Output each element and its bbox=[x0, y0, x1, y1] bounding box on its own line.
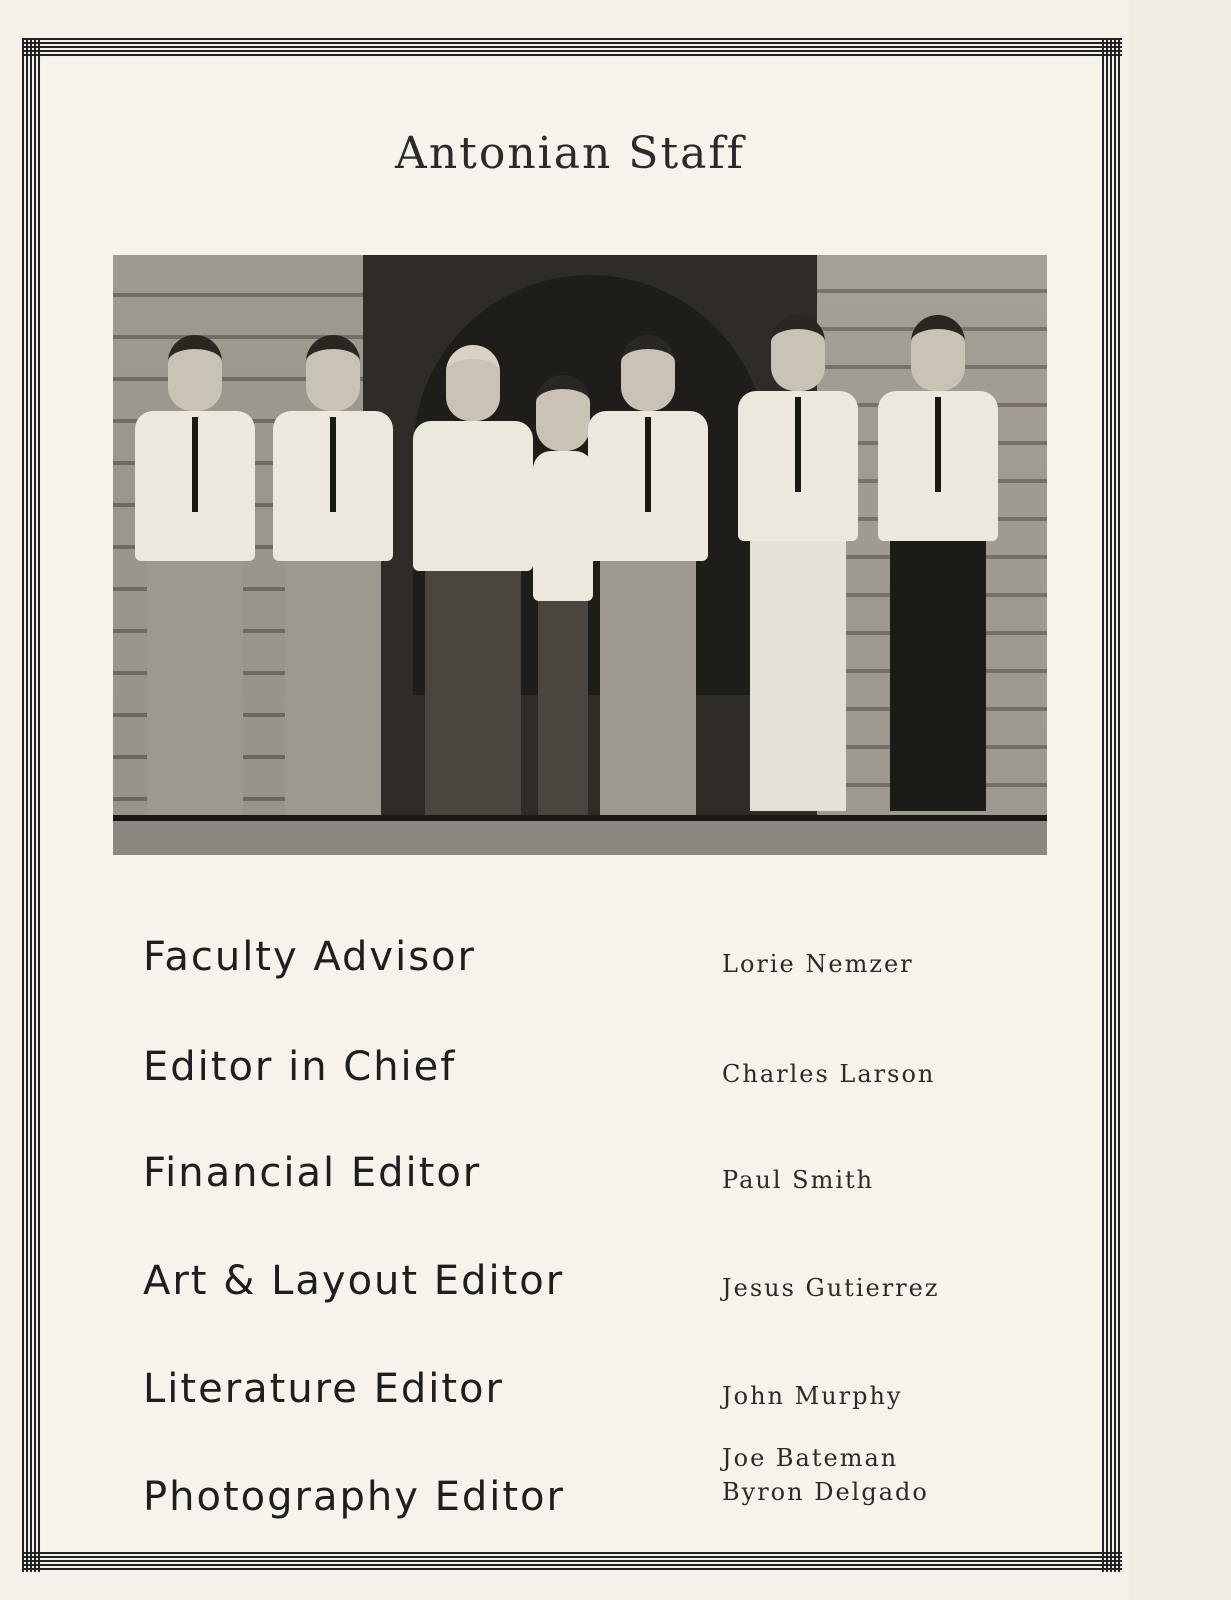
photo-person bbox=[588, 335, 708, 831]
staff-name: Paul Smith bbox=[722, 1166, 875, 1194]
photo-person bbox=[413, 345, 533, 841]
staff-group-photo bbox=[113, 255, 1047, 855]
staff-role-photography-editor: Photography Editor bbox=[143, 1474, 565, 1520]
page-title: Antonian Staff bbox=[395, 128, 745, 179]
border-frame-right bbox=[1102, 38, 1122, 1572]
staff-role-art-layout-editor: Art & Layout Editor bbox=[143, 1258, 565, 1304]
photo-person bbox=[878, 315, 998, 811]
photo-steps bbox=[113, 821, 1047, 855]
border-frame-bottom bbox=[22, 1552, 1122, 1572]
staff-role-financial-editor: Financial Editor bbox=[143, 1150, 482, 1196]
staff-name: John Murphy bbox=[722, 1382, 903, 1410]
staff-name: Byron Delgado bbox=[722, 1478, 929, 1506]
photo-person bbox=[273, 335, 393, 831]
photo-person bbox=[135, 335, 255, 831]
page-margin bbox=[1130, 0, 1231, 1600]
staff-name: Lorie Nemzer bbox=[722, 950, 914, 978]
staff-role-faculty-advisor: Faculty Advisor bbox=[143, 934, 476, 980]
staff-role-editor-in-chief: Editor in Chief bbox=[143, 1044, 457, 1090]
staff-name: Jesus Gutierrez bbox=[722, 1274, 940, 1302]
staff-name: Joe Bateman bbox=[722, 1444, 899, 1472]
photo-person bbox=[533, 375, 593, 855]
staff-role-literature-editor: Literature Editor bbox=[143, 1366, 504, 1412]
staff-name: Charles Larson bbox=[722, 1060, 936, 1088]
border-frame-left bbox=[22, 38, 42, 1572]
border-frame-top bbox=[22, 38, 1122, 58]
photo-person bbox=[738, 315, 858, 811]
